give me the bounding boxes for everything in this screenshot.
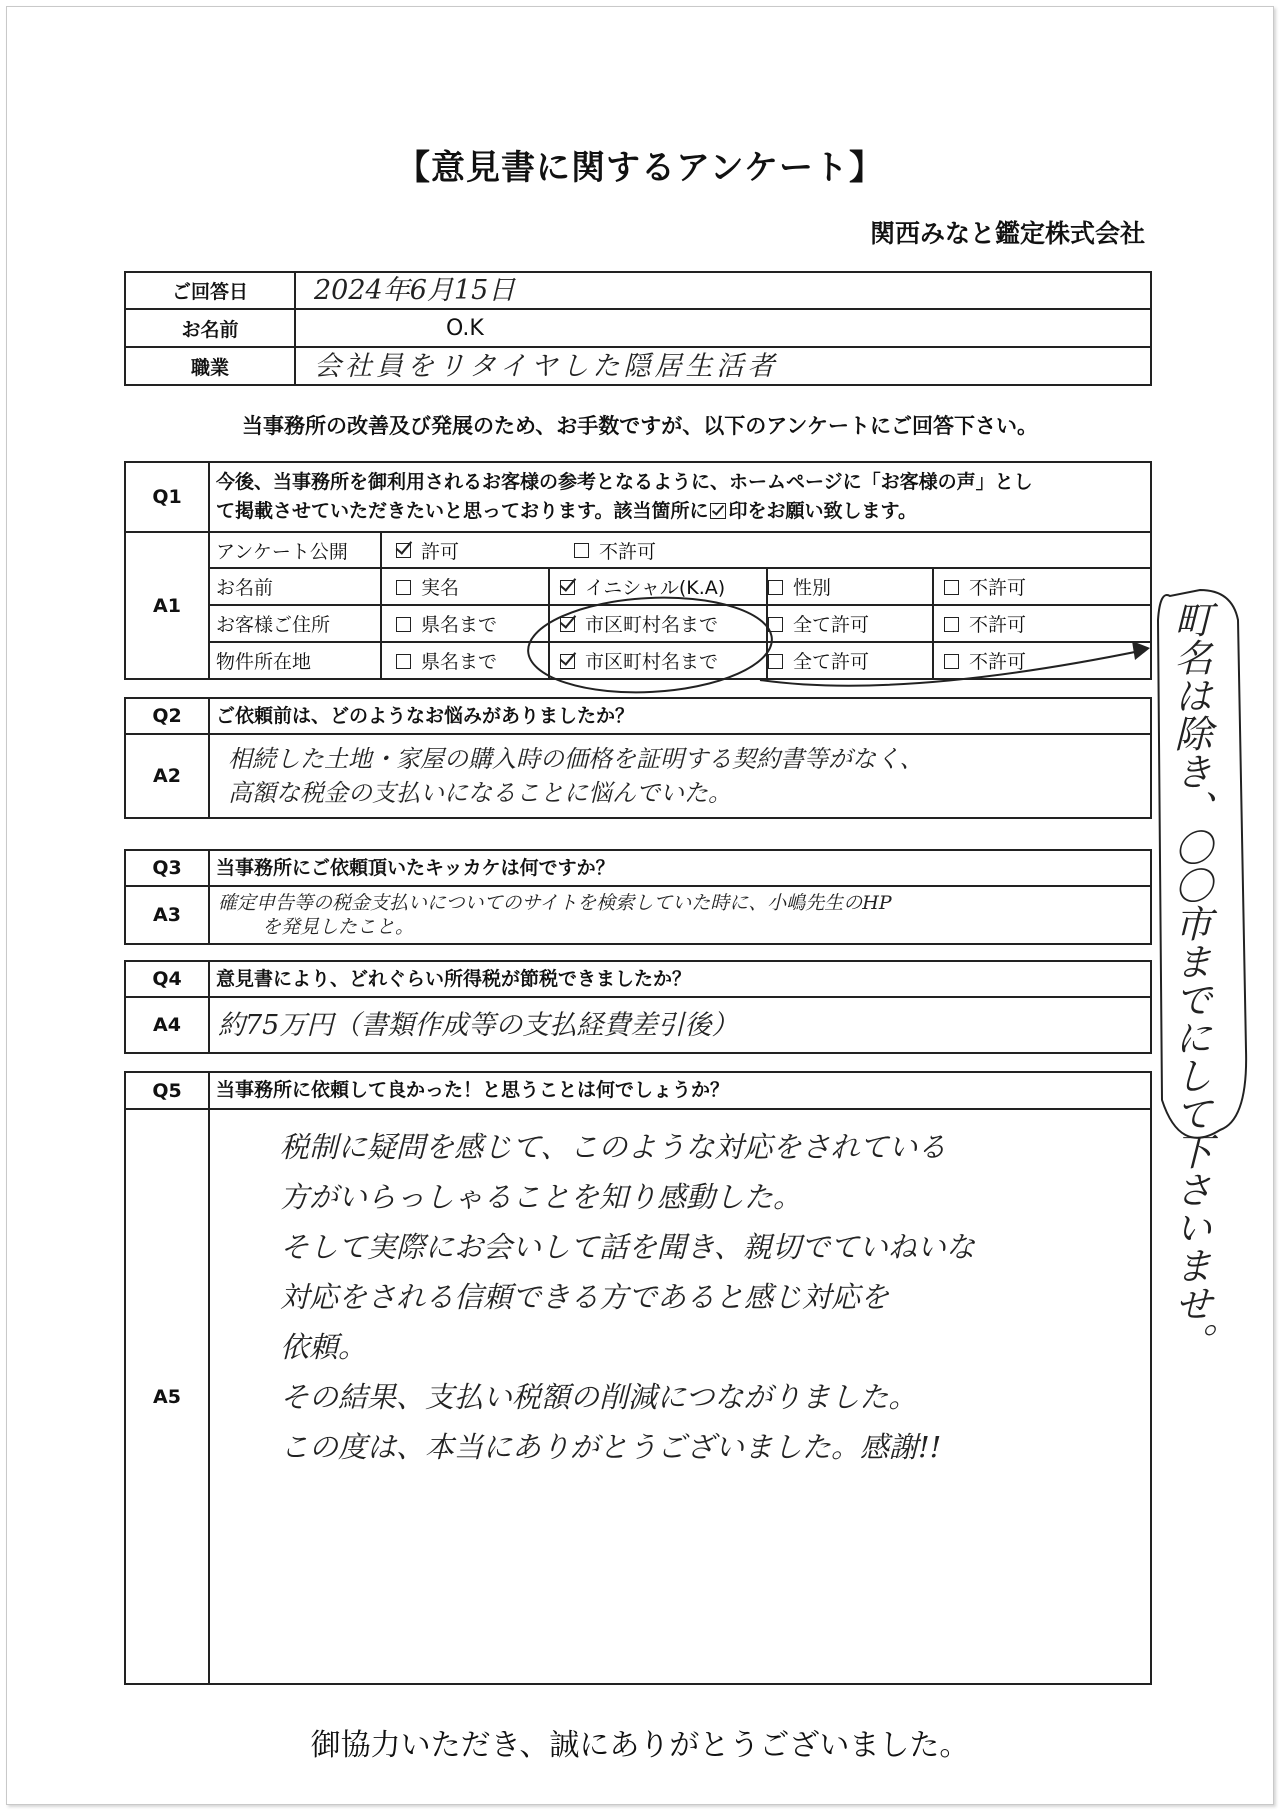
option-address-pref-label: 県名まで — [421, 614, 498, 636]
name-label: お名前 — [125, 309, 295, 347]
a1-row-property-label: 物件所在地 — [209, 642, 381, 679]
option-property-city[interactable] — [549, 642, 767, 679]
checkbox-icon[interactable] — [944, 617, 959, 632]
option-address-city[interactable] — [549, 605, 767, 642]
option-real-name-label: 実名 — [421, 577, 460, 599]
q1-a1-table — [124, 461, 1152, 680]
a5-answer-line: その結果、支払い税額の削減につながりました。 — [280, 1380, 918, 1414]
q2-question: ご依頼前は、どのようなお悩みがありましたか？ — [209, 698, 1151, 734]
a3-label: A3 — [125, 886, 209, 944]
closing-message: 御協力いただき、誠にありがとうございました。 — [310, 1728, 970, 1763]
option-initial-label: イニシャル(K.A) — [585, 577, 726, 599]
checkbox-icon[interactable] — [768, 580, 783, 595]
date-label: ご回答日 — [125, 272, 295, 309]
a1-row-name-label: お名前 — [209, 568, 381, 605]
a2-answer — [209, 734, 1151, 818]
survey-title: 【意見書に関するアンケート】 — [396, 148, 884, 188]
q4-label: Q4 — [125, 961, 209, 997]
job-label: 職業 — [125, 347, 295, 385]
q1-question — [209, 462, 1151, 532]
q3-label: Q3 — [125, 850, 209, 886]
q1-question-line2b: 印をお願い致します。 — [728, 500, 917, 522]
checkbox-icon[interactable] — [396, 654, 411, 669]
checked-box-icon[interactable] — [396, 543, 411, 558]
q1-question-line1: 今後、当事務所を御利用されるお客様の参考となるように、ホームページに「お客様の声」とし — [216, 471, 1033, 493]
a3-answer-line1: 確定申告等の税金支払いについてのサイトを検索していた時に、小嶋先生のHP — [218, 892, 892, 914]
option-address-pref[interactable] — [381, 605, 549, 642]
intro-text: 当事務所の改善及び発展のため、お手数ですが、以下のアンケートにご回答下さい。 — [242, 414, 1038, 438]
a5-answer-line: 税制に疑問を感じて、このような対応をされている — [280, 1130, 947, 1164]
a2-label: A2 — [125, 734, 209, 818]
option-property-all-label: 全て許可 — [793, 651, 870, 673]
q5-question: 当事務所に依頼して良かった！と思うことは何でしょうか？ — [209, 1072, 1151, 1109]
option-name-deny[interactable] — [933, 568, 1151, 605]
option-property-all[interactable] — [767, 642, 933, 679]
q3-a3-table — [124, 849, 1152, 945]
q1-label: Q1 — [125, 462, 209, 532]
a5-answer-line: 依頼。 — [280, 1330, 368, 1364]
option-address-city-label: 市区町村名まで — [585, 614, 719, 636]
a5-answer-line: 対応をされる信頼できる方であると感じ対応を — [280, 1280, 890, 1314]
checked-box-icon[interactable] — [560, 580, 575, 595]
a3-answer-line2: を発見したこと。 — [262, 916, 415, 938]
a1-label: A1 — [125, 532, 209, 679]
option-permit[interactable] — [382, 537, 564, 564]
option-address-deny-label: 不許可 — [969, 614, 1027, 636]
name-value: O.K — [295, 309, 1151, 347]
a5-label: A5 — [125, 1109, 209, 1684]
option-address-all[interactable] — [767, 605, 933, 642]
q4-question: 意見書により、どれぐらい所得税が節税できましたか？ — [209, 961, 1151, 997]
option-gender-label: 性別 — [793, 577, 832, 599]
option-gender[interactable] — [767, 568, 933, 605]
option-property-city-label: 市区町村名まで — [585, 651, 719, 673]
date-value: 2024年6月15日 — [295, 272, 1151, 309]
q2-a2-table — [124, 697, 1152, 819]
option-name-deny-label: 不許可 — [969, 577, 1027, 599]
checkbox-sample-icon — [710, 503, 726, 519]
a4-answer: 約75万円（書類作成等の支払経費差引後） — [209, 997, 1151, 1053]
checkbox-icon[interactable] — [396, 580, 411, 595]
option-property-deny[interactable] — [933, 642, 1151, 679]
checkbox-icon[interactable] — [768, 654, 783, 669]
a2-answer-line2: 高額な税金の支払いになることに悩んでいた。 — [228, 779, 732, 807]
a5-answer-line: この度は、本当にありがとうございました。感謝!! — [280, 1430, 942, 1464]
a5-answer-line: 方がいらっしゃることを知り感動した。 — [280, 1180, 803, 1214]
option-property-pref[interactable] — [381, 642, 549, 679]
checkbox-icon[interactable] — [396, 617, 411, 632]
a3-answer — [209, 886, 1151, 944]
q5-label: Q5 — [125, 1072, 209, 1109]
option-initial[interactable] — [549, 568, 767, 605]
company-name: 関西みなと鑑定株式会社 — [869, 219, 1145, 248]
option-real-name[interactable] — [381, 568, 549, 605]
q5-a5-table — [124, 1071, 1152, 1685]
q2-label: Q2 — [125, 698, 209, 734]
option-address-all-label: 全て許可 — [793, 614, 870, 636]
checked-box-icon[interactable] — [560, 617, 575, 632]
a5-answer-line: そして実際にお会いして話を聞き、親切でていねいな — [280, 1230, 975, 1264]
a1-row-address-label: お客様ご住所 — [209, 605, 381, 642]
option-address-deny[interactable] — [933, 605, 1151, 642]
option-deny[interactable] — [564, 537, 656, 564]
option-property-pref-label: 県名まで — [421, 651, 498, 673]
option-property-deny-label: 不許可 — [969, 651, 1027, 673]
option-permit-label: 許可 — [421, 540, 460, 563]
handwritten-side-note: 町名は除き、〇〇市までにして下さいませ。 — [1168, 600, 1212, 1360]
checked-box-icon[interactable] — [560, 654, 575, 669]
respondent-info-table — [124, 271, 1152, 386]
a2-answer-line1: 相続した土地・家屋の購入時の価格を証明する契約書等がなく、 — [228, 745, 924, 773]
checkbox-icon[interactable] — [574, 543, 589, 558]
a4-label: A4 — [125, 997, 209, 1053]
job-value: 会社員をリタイヤした隠居生活者 — [295, 347, 1151, 385]
checkbox-icon[interactable] — [944, 580, 959, 595]
q3-question: 当事務所にご依頼頂いたキッカケは何ですか？ — [209, 850, 1151, 886]
checkbox-icon[interactable] — [944, 654, 959, 669]
q4-a4-table — [124, 960, 1152, 1054]
q1-question-line2a: て掲載させていただきたいと思っております。該当箇所に — [216, 500, 709, 522]
a1-row-publish-label: アンケート公開 — [209, 532, 381, 568]
option-deny-label: 不許可 — [599, 540, 657, 563]
checkbox-icon[interactable] — [768, 617, 783, 632]
q1-question-line2 — [216, 497, 1150, 526]
a5-answer — [209, 1109, 1151, 1684]
a1-row-publish-options — [381, 532, 1151, 568]
